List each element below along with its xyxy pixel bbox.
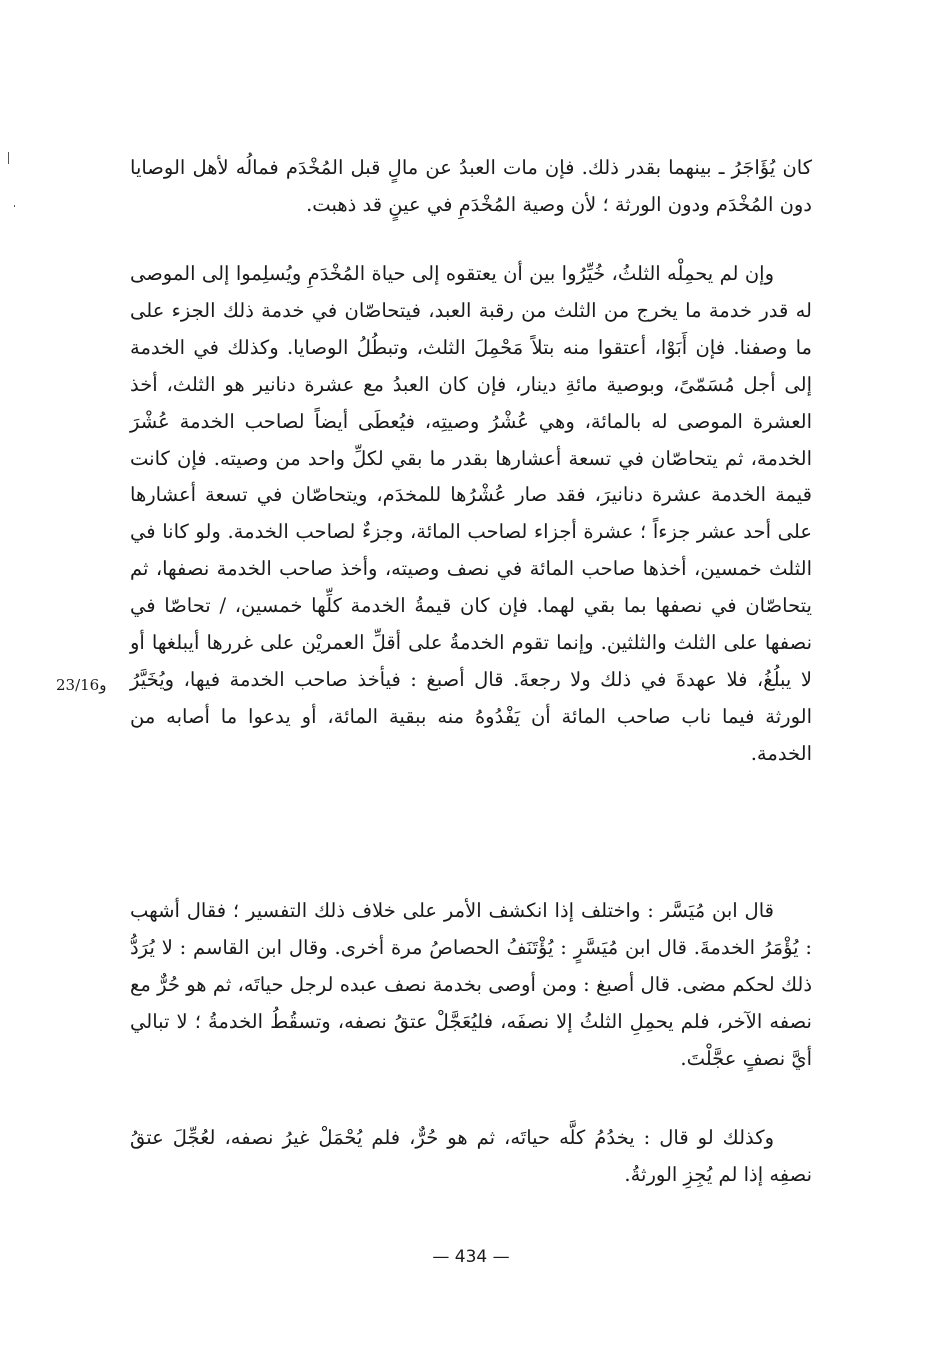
paragraph-4: وكذلك لو قال : يخدُمُ كلَّه حياتَه، ثم هو حُرٌّ، فلم يُحْمَلْ غيرُ نصفه، لعُجِّلَ عتقُ نصفِه إذا لم يُجِزِ الورثةُ.	[130, 1126, 812, 1186]
paragraph-1: كان يُؤَاجَرُ ـ بينهما بقدر ذلك. فإن مات العبدُ عن مالٍ قبل المُخْدَم فمالُه لأهل الوصايا دون المُخْدَم ودون الورثة ؛ لأن وصية المُخْدَمِ في عينٍ قد ذهبت.	[130, 156, 812, 216]
page-number: — 434 —	[432, 1247, 510, 1267]
scan-mark-left-edge-dot	[14, 205, 15, 207]
manuscript-folio-note: 23/16و	[56, 676, 107, 694]
scan-mark-left-edge	[8, 152, 9, 164]
paragraph-3: قال ابن مُيَسَّر : واختلف إذا انكشف الأمر على خلاف ذلك التفسير ؛ فقال أشهب : يُؤْمَرُ الخدمةَ. قال ابن مُيَسَّرٍ : يُؤْتَنَفُ الحصاصُ مرة أخرى. وقال ابن القاسم : لا يُرَدُّ ذلك لحكم مضى. قال أصبغ : ومن أوصى بخدمة نصف عبده لرجل حياتَه، ثم هو حُرٌّ مع نصفه الآخر، فلم يحمِلِ الثلثُ إلا نصفَه، فليُعَجَّلْ عتقُ نصفه، وتسقُطُ الخدمةُ ؛ لا تبالي أيَّ نصفٍ عجَّلْتَ.	[130, 899, 812, 1070]
paragraph-2: وإن لم يحمِلْه الثلثُ، خُيِّرُوا بين أن يعتقوه إلى حياة المُخْدَمِ ويُسلِموا إلى الموصى له قدر خدمة ما يخرج من الثلث من رقبة العبد، فيتحاصّان في خدمة ذلك الجزء على ما وصفنا. فإن أَبَوْا، أعتقوا منه بتلاً مَحْمِلَ الثلث، وتبطُلُ الوصايا. وكذلك في الخدمة إلى أجل مُسَمّىً، وبوصية مائةِ دينار، فإن كان العبدُ مع عشرة دنانير هو الثلث، أخذ العشرة الموصى له بالمائة، وهي عُشْرُ وصيتِه، فيُعطَى أيضاً لصاحب الخدمة عُشْرَ الخدمة، ثم يتحاصّان في تسعة أعشارها بقدر ما بقي لكلِّ واحد من وصيته. فإن كانت قيمة الخدمة عشرة دنانيرَ، فقد صار عُشْرُها للمخدَم، ويتحاصّان في تسعة أعشارها على أحد عشر جزءاً ؛ عشرة أجزاء لصاحب المائة، وجزءٌ لصاحب الخدمة. ولو كانا في الثلث خمسين، أخذها صاحب المائة في نصف وصيته، وأخذ صاحب الخدمة نصفها، ثم يتحاصّان في نصفها بما بقي لهما. فإن كان قيمةُ الخدمة كلِّها خمسين، / تحاصّا في نصفها على الثلث والثلثين. وإنما تقوم الخدمةُ على أقلِّ العمريْن على غررها أيبلغها أو لا يبلُغُ، فلا عهدةَ في ذلك ولا رجعةَ. قال أصبغ : فيأخذ صاحب الخدمة فيها، ويُخَيَّرُ الورثة فيما ناب صاحب المائة أن يَفْدُوهُ منه ببقية المائة، أو يدعوا ما أصابه من الخدمة.	[130, 262, 812, 765]
